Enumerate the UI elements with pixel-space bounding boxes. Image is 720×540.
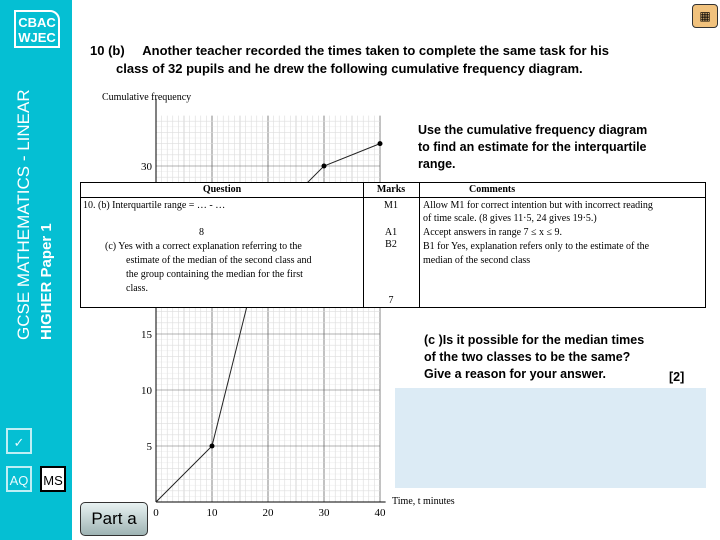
question-row: 10. (b) Interquartile range = … - …	[83, 200, 226, 211]
paper-title: HIGHER Paper 1	[38, 223, 55, 340]
x-tick-label: 10	[206, 507, 218, 519]
comment-line: B1 for Yes, explanation refers only to the estimate of the	[423, 241, 650, 252]
subject-title: GCSE MATHEMATICS - LINEAR	[14, 89, 33, 340]
marks-label: [2]	[669, 370, 685, 384]
mark-cell: 7	[388, 295, 394, 306]
checkbox-icon[interactable]: ✓	[6, 428, 32, 454]
x-axis-label: Time, t minutes	[392, 496, 455, 507]
data-point	[210, 444, 215, 449]
x-tick-label: 20	[262, 507, 274, 519]
part-c-line: Give a reason for your answer.	[424, 367, 607, 381]
part-a-button[interactable]: Part a	[80, 502, 148, 536]
logo-text: WJEC	[18, 30, 56, 45]
question-row: (c) Yes with a correct explanation referring to the	[105, 241, 302, 252]
y-tick-label: 15	[141, 329, 152, 341]
x-tick-label: 40	[374, 507, 386, 519]
question-row: 8	[199, 227, 204, 238]
y-tick-label: 5	[146, 441, 152, 453]
mark-cell: A1	[384, 227, 398, 238]
instruction-line: Use the cumulative frequency diagram	[418, 123, 648, 137]
header-question: Question	[202, 184, 242, 195]
logo-text: CBAC	[18, 15, 56, 30]
comment-line: Accept answers in range 7 ≤ x ≤ 9.	[423, 227, 562, 238]
comment-line: of time scale. (8 gives 11·5, 24 gives 19·5.)	[423, 213, 597, 224]
comment-line: median of the second class	[423, 255, 531, 266]
question-row: estimate of the median of the second class and	[126, 255, 312, 266]
answer-box[interactable]	[395, 388, 706, 488]
aqa-icon[interactable]: AQ	[6, 466, 32, 492]
instruction-line: to find an estimate for the interquartile	[418, 140, 647, 154]
header-comments: Comments	[469, 184, 516, 195]
data-point	[322, 164, 327, 169]
instruction-line: range.	[418, 157, 456, 171]
y-axis-label: Cumulative frequency	[102, 92, 192, 103]
mark-scheme-table	[80, 182, 706, 308]
data-point	[378, 141, 383, 146]
x-tick-label: 0	[153, 507, 159, 519]
question-row: class.	[126, 283, 148, 294]
y-tick-label: 30	[141, 161, 152, 173]
question-row: the group containing the median for the first	[126, 269, 303, 280]
mark-cell: M1	[384, 200, 398, 211]
toolbox-icon[interactable]: ▦	[692, 4, 718, 28]
header-marks: Marks	[376, 184, 406, 195]
y-tick-label: 10	[141, 385, 152, 397]
x-tick-label: 30	[318, 507, 330, 519]
ms-icon[interactable]: MS	[40, 466, 66, 492]
part-c-question	[424, 332, 644, 383]
part-c-line: (c )Is it possible for the median times	[424, 333, 645, 347]
question-line: class of 32 pupils and he drew the following cumulative frequency diagram.	[116, 61, 583, 76]
question-line: 10 (b) Another teacher recorded the times taken to complete the same task for his	[90, 43, 609, 58]
comment-line: Allow M1 for correct intention but with incorrect reading	[423, 200, 653, 211]
part-c-line: of the two classes to be the same?	[424, 350, 631, 364]
mark-cell: B2	[385, 239, 397, 250]
instruction-text	[418, 122, 647, 173]
